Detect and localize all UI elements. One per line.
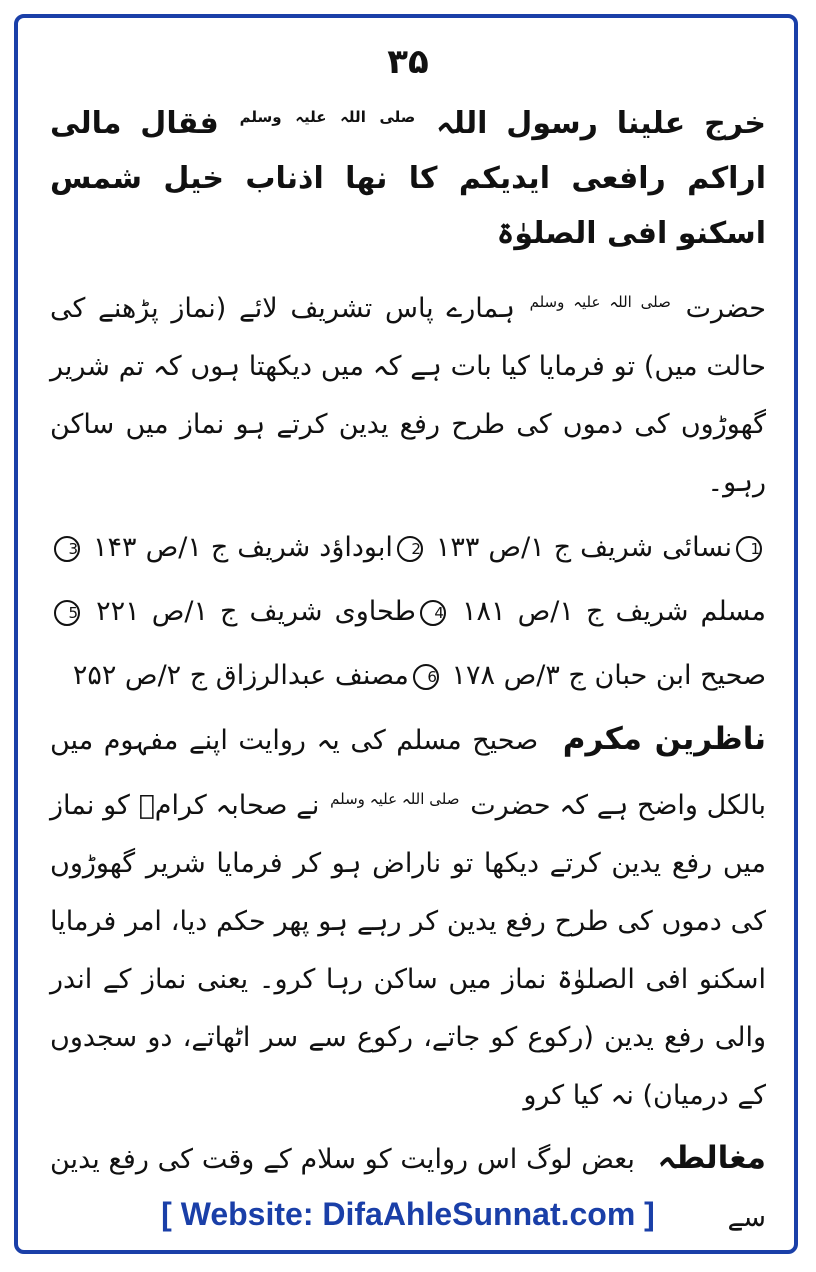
document-page [50, 40, 767, 1233]
reference-text: طحاوی شریف ج ۱/ص ۲۲۱ [96, 596, 416, 627]
readers-paragraph [50, 710, 766, 1125]
readers-text-part2: نے صحابہ کرامؓ کو نماز میں رفع یدین کرتے دیکھا تو ناراض ہو کر فرمایا شریر گھوڑوں کی دموں کی طرح رفع یدین کر رہے ہو پھر حکم دیا، امر فرمایا اسکنو افی الصلوٰۃ نماز میں ساکن رہا کرو۔ یعنی نماز کے اندر والی رفع یدین (رکوع کو جاتے، رکوع سے سر اٹھاتے، دو سجدوں کے درمیان) نہ کیا کرو [50, 790, 766, 1111]
reference-text: صحیح ابن حبان ج ۳/ص ۱۷۸ [451, 660, 766, 691]
arabic-text-part2: فقال مالی اراکم رافعی ایدیکم کا نھا اذناب خیل شمس اسکنو افی الصلوٰۃ [50, 106, 766, 251]
fallacy-text: بعض لوگ اس روایت کو سلام کے وقت کی رفع یدین سے [50, 1144, 766, 1233]
arabic-hadith-text [50, 90, 766, 261]
translation-part1: حضرت [685, 293, 766, 324]
website-footer: [ Website: DifaAhleSunnat.com ] [161, 1196, 655, 1232]
reference-number: 1 [736, 536, 762, 562]
reference-number: 2 [397, 536, 423, 562]
reference-number: 5 [54, 600, 80, 626]
reference-item [436, 532, 766, 563]
reference-text: مصنف عبدالرزاق ج ۲/ص ۲۵۲ [72, 660, 409, 691]
arabic-honorific: صلی اللہ علیہ وسلم [239, 108, 416, 126]
translation-honorific: صلی اللہ علیہ وسلم [529, 293, 671, 311]
reference-item [93, 532, 427, 563]
reference-number: 4 [420, 600, 446, 626]
arabic-text-part1: خرج علینا رسول اللہ [436, 106, 766, 141]
translation-part2: ہمارے پاس تشریف لائے (نماز پڑھنے کی حالت میں) تو فرمایا کیا بات ہے کہ میں دیکھتا ہوں کہ تم شریر گھوڑوں کی دموں کی طرح رفع یدین کرتے ہو نماز میں ساکن رہو۔ [50, 293, 766, 498]
reference-text: نسائی شریف ج ۱/ص ۱۳۳ [435, 532, 733, 563]
references-list [50, 516, 766, 708]
readers-heading: ناظرین مکرم [562, 721, 766, 757]
page-number: ۳۵ [387, 42, 429, 82]
fallacy-heading: مغالطہ [657, 1140, 766, 1176]
reference-item [96, 596, 450, 627]
reference-text: ابوداؤد شریف ج ۱/ص ۱۴۳ [93, 532, 393, 563]
reference-number: 6 [413, 664, 439, 690]
reference-item [73, 660, 443, 691]
urdu-translation [50, 273, 766, 512]
reference-number: 3 [54, 536, 80, 562]
readers-honorific: صلی اللہ علیہ وسلم [330, 790, 460, 808]
readers-text-part1: صحیح مسلم کی یہ روایت اپنے مفہوم میں بالکل واضح ہے کہ حضرت [50, 725, 766, 821]
reference-text: مسلم شریف ج ۱/ص ۱۸۱ [462, 596, 767, 627]
